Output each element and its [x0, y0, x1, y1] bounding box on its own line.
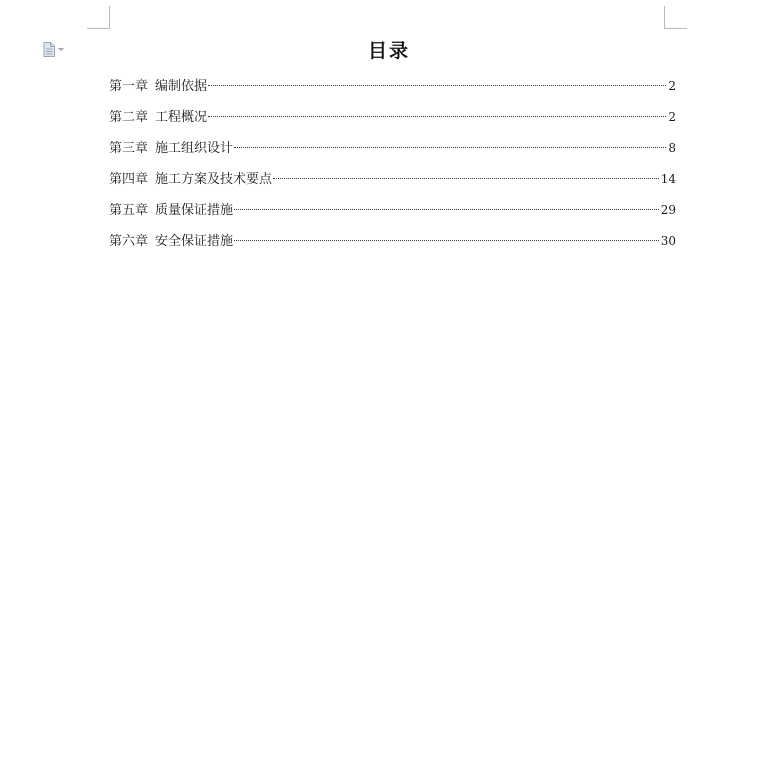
toc-dot-leader [234, 240, 659, 241]
toc-page-number: 30 [660, 234, 676, 248]
page-corner-mark-top-right [664, 6, 687, 29]
toc-entry[interactable] [109, 76, 676, 107]
page-corner-mark-top-left [87, 6, 110, 29]
toc-page-number: 8 [668, 141, 676, 155]
toc-chapter-heading: 质量保证措施 [155, 203, 234, 218]
toc-chapter-heading: 施工组织设计 [155, 141, 234, 156]
toc-entry[interactable] [109, 231, 676, 262]
toc-chapter-number: 第三章 [109, 141, 149, 156]
toc-title: 目录 [367, 40, 410, 62]
toc-chapter-number: 第四章 [109, 172, 149, 187]
toc-page-number: 2 [668, 79, 676, 93]
toc-entry[interactable] [109, 200, 676, 231]
toc-chapter-number: 第五章 [109, 203, 149, 218]
toc-dot-leader [208, 85, 666, 86]
toc-entry[interactable] [109, 138, 676, 169]
toc-chapter-number: 第二章 [109, 110, 149, 125]
toc-entry[interactable] [109, 107, 676, 138]
toc-chapter-heading: 安全保证措施 [155, 234, 234, 249]
toc-chapter-heading: 工程概况 [155, 110, 208, 125]
toc-dot-leader [234, 147, 666, 148]
toc-page-number: 14 [660, 172, 676, 186]
toc-page-number: 2 [668, 110, 676, 124]
toc-chapter-heading: 编制依据 [155, 79, 208, 94]
toc-entry[interactable] [109, 169, 676, 200]
toc-page-number: 29 [660, 203, 676, 217]
toc-dot-leader [234, 209, 659, 210]
toc-chapter-number: 第一章 [109, 79, 149, 94]
toc-chapter-number: 第六章 [109, 234, 149, 249]
toc-dot-leader [208, 116, 666, 117]
table-of-contents [109, 76, 676, 262]
toc-chapter-heading: 施工方案及技术要点 [155, 172, 273, 187]
toc-dot-leader [273, 178, 659, 179]
